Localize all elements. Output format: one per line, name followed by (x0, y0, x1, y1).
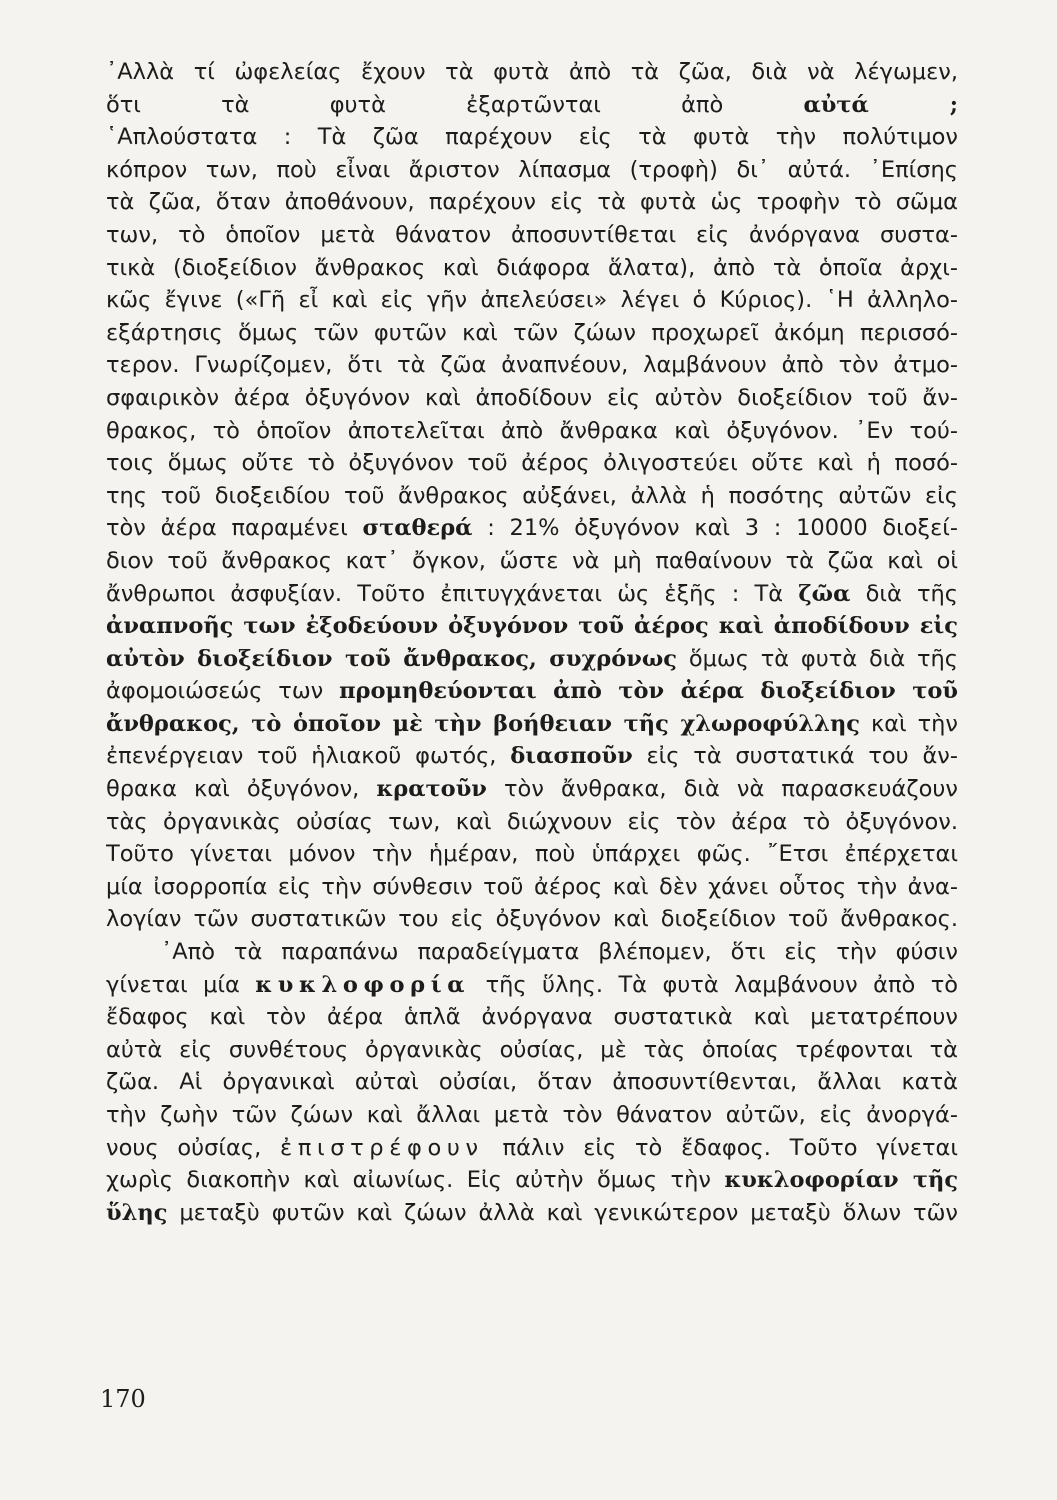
text-line (106, 903, 958, 936)
bold-text: ἄνθρακος, τὸ ὁποῖον μὲ τὴν βοήθειαν τῆς χλωροφύλλης (106, 710, 860, 737)
text-line (106, 480, 958, 513)
text-run: χωρὶς διακοπὴν καὶ αἰωνίως. Εἰς αὐτὴν ὅμως τὴν (106, 1167, 725, 1194)
text-run: ἀφομοιώσεώς των (106, 678, 340, 705)
text-run: ὅτι τὰ φυτὰ ἐξαρτῶνται ἀπὸ (106, 91, 804, 118)
text-line (106, 1164, 958, 1197)
bold-text: ζῶα (798, 580, 851, 607)
text-run: τοις ὅμως οὔτε τὸ ὀξυγόνον τοῦ ἀέρος ὀλιγοστεύει οὔτε καὶ ἡ ποσό- (106, 450, 958, 477)
bold-text: ὕλης (106, 1199, 168, 1226)
text-run: Τοῦτο γίνεται μόνον τὴν ἡμέραν, ποὺ ὑπάρχει φῶς. ῎Ετσι ἐπέρχεται (106, 841, 958, 868)
bold-text: ἀναπνοῆς των ἐξοδεύουν ὀξυγόνον τοῦ ἀέρος καὶ ἀποδίδουν εἰς (106, 613, 958, 640)
bold-text: προμηθεύονται ἀπὸ τὸν ἀέρα διοξείδιον τοῦ (339, 678, 958, 705)
text-run: τὴν ζωὴν τῶν ζώων καὶ ἄλλαι μετὰ τὸν θάνατον αὐτῶν, εἰς ἀνοργά- (106, 1102, 958, 1128)
body-text (106, 56, 958, 1229)
text-run: ῾Απλούστατα : Τὰ ζῶα παρέχουν εἰς τὰ φυτὰ τὴν πολύτιμον (106, 124, 958, 151)
text-line (106, 545, 958, 578)
text-run: διον τοῦ ἄνθρακος κατ᾿ ὄγκον, ὥστε νὰ μὴ παθαίνουν τὰ ζῶα καὶ οἱ (106, 547, 958, 574)
text-line (106, 154, 958, 187)
text-run: τὰ ζῶα, ὅταν ἀποθάνουν, παρέχουν εἰς τὰ φυτὰ ὡς τροφὴν τὸ σῶμα (106, 189, 958, 216)
text-line (106, 1001, 958, 1034)
text-line (106, 317, 958, 350)
text-run: μεταξὺ φυτῶν καὶ ζώων ἀλλὰ καὶ γενικώτερον μεταξὺ ὅλων τῶν (167, 1199, 958, 1226)
text-run: θρακα καὶ ὀξυγόνον, (106, 776, 377, 803)
text-line (106, 1034, 958, 1067)
text-line (106, 284, 958, 317)
text-line (106, 740, 958, 773)
text-run: τῆς ὕλης. Τὰ φυτὰ λαμβάνουν ἀπὸ τὸ (470, 971, 958, 998)
text-line (106, 1066, 958, 1099)
text-run: ἄνθρωποι ἀσφυξίαν. Τοῦτο ἐπιτυγχάνεται ὡς ἑξῆς : Τὰ (106, 580, 799, 607)
text-run: πάλιν εἰς τὸ ἔδαφος. Τοῦτο γίνεται (483, 1134, 958, 1161)
text-run: νους οὐσίας, (106, 1134, 281, 1161)
text-line (106, 708, 958, 741)
text-run: ᾿Απὸ τὰ παραπάνω παραδείγματα βλέπομεν, ὅτι εἰς τὴν φύσιν (161, 939, 958, 966)
text-run: ζῶα. Αἱ ὀργανικαὶ αὐταὶ οὐσίαι, ὅταν ἀποσυντίθενται, ἄλλαι κατὰ (106, 1069, 958, 1096)
text-line (106, 121, 958, 154)
text-line (106, 1132, 958, 1165)
text-line (106, 610, 958, 643)
text-run: τὸν ἀέρα παραμένει (106, 515, 363, 542)
text-run: ἐπενέργειαν τοῦ ἡλιακοῦ φωτός, (106, 743, 511, 770)
text-run: εξάρτησις ὅμως τῶν φυτῶν καὶ τῶν ζώων προχωρεῖ ἀκόμη περισσό- (106, 319, 958, 346)
bold-text: διασποῦν (510, 743, 633, 770)
text-run: γίνεται μία (106, 971, 256, 998)
text-line (106, 512, 958, 545)
text-line (106, 252, 958, 285)
text-line (106, 773, 958, 806)
text-line (106, 838, 958, 871)
text-line (106, 936, 958, 969)
bold-text: κυκλοφορίαν τῆς (724, 1167, 958, 1194)
text-line (106, 349, 958, 382)
text-run: ᾿Αλλὰ τί ὠφελείας ἔχουν τὰ φυτὰ ἀπὸ τὰ ζῶα, διὰ νὰ λέγωμεν, (106, 59, 958, 85)
text-line (106, 415, 958, 448)
text-line (106, 1197, 958, 1230)
page-number: 170 (100, 1385, 146, 1413)
text-run: εἰς τὰ συστατικά του ἄν- (632, 743, 958, 770)
text-run: λογίαν τῶν συστατικῶν του εἰς ὀξυγόνον καὶ διοξείδιον τοῦ ἄνθρακος. (106, 906, 958, 933)
text-line (106, 871, 958, 904)
text-line (106, 806, 958, 839)
bold-text: κυκλοφορία (255, 971, 471, 998)
text-run: ὅμως τὰ φυτὰ διὰ τῆς (677, 645, 958, 672)
text-run: : 21% ὀξυγόνον καὶ 3 : 10000 διοξεί- (472, 515, 958, 542)
text-run: σφαιρικὸν ἀέρα ὀξυγόνον καὶ ἀποδίδουν εἰς αὐτὸν διοξείδιον τοῦ ἄν- (106, 384, 958, 411)
text-line (106, 219, 958, 252)
bold-text: σταθερά (362, 515, 473, 542)
text-run: τερον. Γνωρίζομεν, ὅτι τὰ ζῶα ἀναπνέουν, λαμβάνουν ἀπὸ τὸν ἀτμο- (106, 352, 958, 379)
text-line (106, 969, 958, 1002)
text-line (106, 56, 958, 89)
text-run: διὰ τῆς (850, 580, 958, 607)
bold-text: αὐτὸν διοξείδιον τοῦ ἄνθρακος, συχρόνως (106, 645, 678, 672)
text-line (106, 382, 958, 415)
text-run: κῶς ἔγινε («Γῆ εἶ καὶ εἰς γῆν ἀπελεύσει» λέγει ὁ Κύριος). ῾Η ἀλληλο- (106, 287, 958, 314)
text-run: τὸν ἄνθρακα, διὰ νὰ παρασκευάζουν (486, 776, 958, 803)
text-run: ἔδαφος καὶ τὸν ἀέρα ἁπλᾶ ἀνόργανα συστατικὰ καὶ μετατρέπουν (106, 1004, 958, 1031)
text-run: των, τὸ ὁποῖον μετὰ θάνατον ἀποσυντίθεται εἰς ἀνόργανα συστα- (106, 221, 958, 248)
text-line (106, 1099, 958, 1132)
text-run: κόπρον των, ποὺ εἶναι ἄριστον λίπασμα (τροφὴ) δι᾿ αὐτά. ᾿Επίσης (106, 156, 958, 183)
text-run: καὶ τὴν (860, 710, 958, 737)
text-line (106, 643, 958, 676)
bold-text: κρατοῦν (376, 776, 487, 803)
text-run: της τοῦ διοξειδίου τοῦ ἄνθρακος αὐξάνει, ἀλλὰ ἡ ποσότης αὐτῶν εἰς (106, 482, 958, 509)
text-line (106, 675, 958, 708)
text-run: αὐτὰ εἰς συνθέτους ὀργανικὰς οὐσίας, μὲ τὰς ὁποίας τρέφονται τὰ (106, 1036, 958, 1063)
text-run: θρακος, τὸ ὁποῖον ἀποτελεῖται ἀπὸ ἄνθρακα καὶ ὀξυγόνον. ᾿Εν τού- (106, 417, 958, 444)
text-line (106, 186, 958, 219)
text-run: μία ἰσορροπία εἰς τὴν σύνθεσιν τοῦ ἀέρος καὶ δὲν χάνει οὗτος τὴν ἀνα- (106, 873, 958, 900)
text-line (106, 578, 958, 611)
text-line (106, 89, 958, 122)
text-line (106, 447, 958, 480)
text-run: τὰς ὀργανικὰς οὐσίας των, καὶ διώχνουν εἰς τὸν ἀέρα τὸ ὀξυγόνον. (106, 808, 958, 835)
bold-text: αὐτά ; (803, 91, 958, 118)
text-run: τικὰ (διοξείδιον ἄνθρακος καὶ διάφορα ἅλατα), ἀπὸ τὰ ὁποῖα ἀρχι- (106, 254, 958, 281)
text-run: ἐπιστρέφουν (280, 1134, 484, 1161)
